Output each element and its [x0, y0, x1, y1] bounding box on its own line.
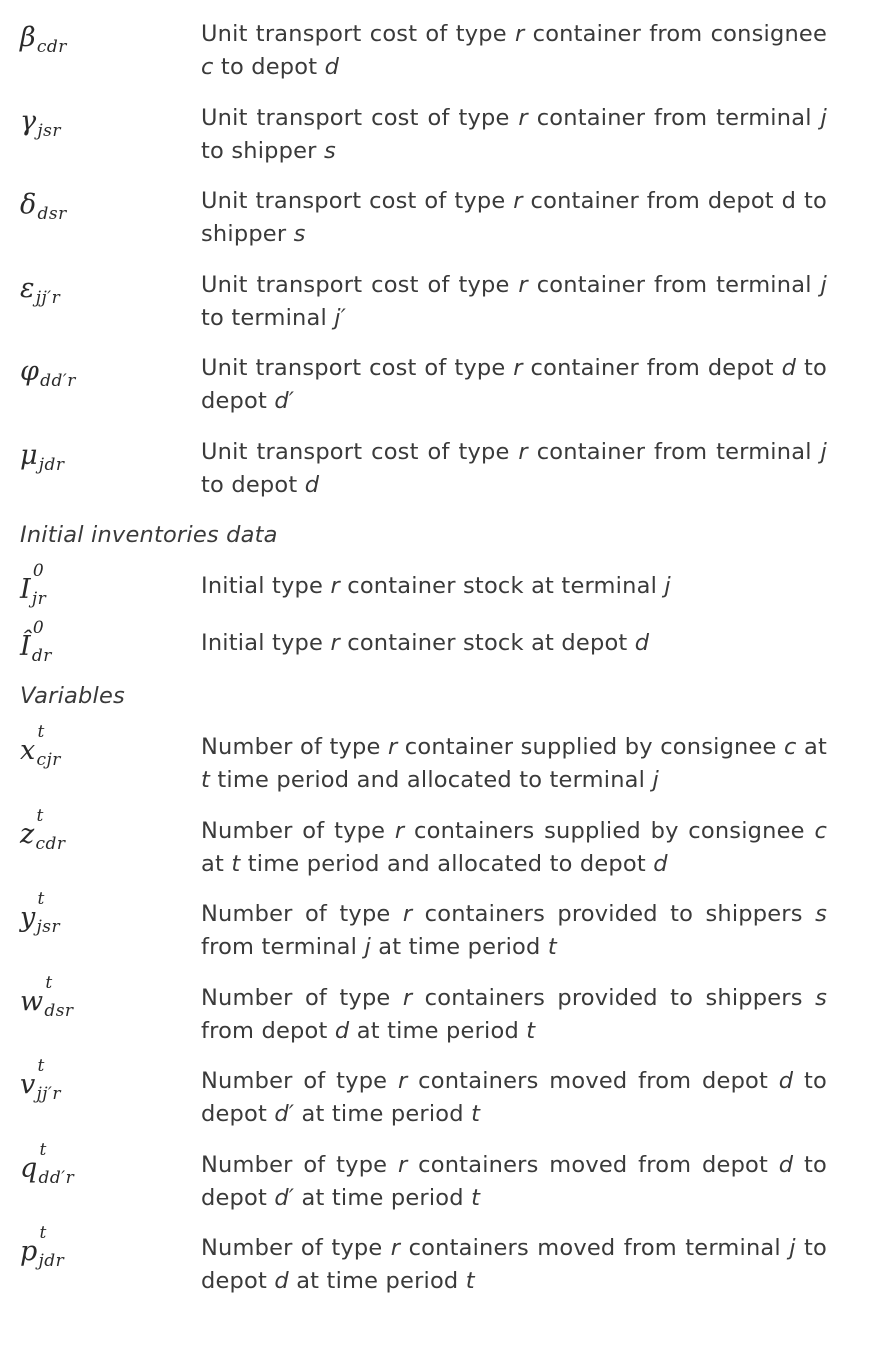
description-math: s	[323, 138, 336, 164]
symbol-base: y	[20, 902, 36, 933]
symbol-base: δ	[20, 189, 37, 220]
description-math: d	[324, 54, 340, 80]
notation-symbol	[20, 722, 61, 770]
notation-symbol	[20, 889, 61, 937]
description-text: container stock at depot	[339, 630, 635, 656]
symbol-subscript: jsr	[36, 917, 61, 937]
symbol-subscript: dr	[31, 646, 52, 666]
description-text: Number of type	[201, 985, 403, 1011]
description-math: j′	[334, 305, 347, 331]
symbol-subscript: jj′r	[36, 1084, 61, 1104]
description-text: Number of type	[201, 734, 388, 760]
description-math: d	[334, 1018, 350, 1044]
description-math: t	[231, 851, 241, 877]
description-text: time period and allocated to terminal	[210, 767, 653, 793]
symbol-subscript: jr	[31, 589, 47, 609]
symbol-base: z	[20, 819, 35, 850]
description-math: r	[397, 1152, 408, 1178]
section-heading: Initial inventories data	[20, 522, 278, 548]
description-text: Number of type	[201, 901, 403, 927]
description-math: j	[820, 105, 827, 131]
symbol-base: p	[20, 1236, 38, 1267]
notation-symbol	[20, 1223, 65, 1271]
notation-description	[201, 815, 827, 881]
description-text: at time period	[294, 1185, 472, 1211]
symbol-superscript: t	[36, 806, 44, 826]
description-math: t	[201, 767, 211, 793]
notation-description	[201, 731, 827, 797]
description-text: Unit transport cost of type	[201, 439, 519, 465]
description-math: j	[789, 1235, 796, 1261]
description-math: t	[471, 1101, 481, 1127]
notation-description	[201, 18, 827, 84]
description-text: to depot	[201, 1068, 828, 1127]
description-math: d	[778, 1068, 794, 1094]
symbol-base: v	[20, 1069, 36, 1100]
symbol-subscript: cjr	[36, 750, 61, 770]
symbol-subscript: cdr	[36, 37, 67, 57]
description-math: d	[778, 1152, 794, 1178]
description-text: Number of type	[201, 1152, 398, 1178]
notation-description	[201, 269, 827, 335]
description-text: Unit transport cost of type	[201, 355, 514, 381]
notation-description	[201, 982, 827, 1048]
description-text: to depot	[201, 355, 827, 414]
description-text: Unit transport cost of type	[201, 21, 515, 47]
symbol-base: μ	[20, 440, 38, 471]
description-math: d	[274, 1268, 289, 1294]
description-text: Initial type	[201, 630, 331, 656]
description-math: r	[390, 1235, 401, 1261]
notation-symbol	[20, 22, 67, 57]
description-text: to depot	[201, 1235, 828, 1294]
notation-symbol	[20, 106, 61, 141]
description-text: to terminal	[201, 305, 335, 331]
description-math: s	[815, 901, 827, 927]
notation-description	[201, 352, 827, 418]
notation-symbol	[20, 1140, 75, 1188]
description-math: t	[471, 1185, 481, 1211]
notation-symbol	[20, 973, 74, 1021]
description-text: to depot	[213, 54, 325, 80]
description-math: d	[304, 472, 320, 498]
symbol-base: I	[20, 574, 31, 605]
notation-symbol	[20, 1056, 61, 1104]
symbol-base: β	[20, 22, 36, 53]
symbol-superscript: t	[39, 1140, 47, 1160]
description-math: r	[402, 901, 413, 927]
description-math: r	[518, 105, 528, 131]
notation-symbol	[20, 618, 52, 666]
description-text: Unit transport cost of type	[201, 105, 519, 131]
description-math: d	[653, 851, 668, 877]
description-text: containers moved from depot	[407, 1068, 779, 1094]
notation-symbol	[20, 356, 76, 391]
section-heading: Variables	[20, 683, 125, 709]
description-text: to shipper	[201, 138, 324, 164]
description-text: from depot	[201, 1018, 335, 1044]
description-math: d′	[274, 388, 295, 414]
description-math: r	[330, 573, 340, 599]
description-text: Initial type	[201, 573, 331, 599]
description-math: r	[394, 818, 405, 844]
description-math: r	[514, 21, 525, 47]
symbol-superscript: t	[39, 1223, 47, 1243]
notation-description	[201, 185, 827, 251]
notation-description	[201, 898, 827, 964]
symbol-subscript: cdr	[35, 834, 66, 854]
description-text: Unit transport cost of type	[201, 272, 519, 298]
symbol-base: w	[20, 986, 44, 1017]
description-text: container from terminal	[527, 439, 821, 465]
description-text: containers supplied by consignee	[404, 818, 815, 844]
symbol-subscript: dd′r	[40, 371, 76, 391]
description-math: r	[397, 1068, 408, 1094]
description-text: at time period	[294, 1101, 472, 1127]
description-math: c	[784, 734, 797, 760]
description-math: d′	[274, 1101, 295, 1127]
description-math: c	[201, 54, 214, 80]
description-text: to depot	[201, 1152, 828, 1211]
symbol-base: ε	[20, 273, 35, 304]
description-text: containers provided to shippers	[412, 985, 816, 1011]
description-math: t	[526, 1018, 536, 1044]
description-text: at time period	[349, 1018, 527, 1044]
notation-description	[201, 627, 827, 660]
symbol-base: Î	[20, 631, 31, 662]
description-math: s	[293, 221, 306, 247]
description-math: t	[465, 1268, 475, 1294]
description-text: to depot	[201, 472, 305, 498]
description-text: containers provided to shippers	[412, 901, 816, 927]
description-math: r	[513, 355, 523, 381]
description-math: t	[547, 934, 557, 960]
symbol-base: q	[20, 1153, 38, 1184]
description-text: container from consignee	[524, 21, 827, 47]
description-text: at	[796, 734, 828, 760]
symbol-subscript: jdr	[38, 455, 65, 475]
description-math: d′	[274, 1185, 295, 1211]
symbol-superscript: t	[37, 889, 45, 909]
description-math: j	[820, 272, 827, 298]
description-text: container from depot	[522, 355, 782, 381]
description-text: Number of type	[201, 1068, 398, 1094]
description-math: j	[820, 439, 827, 465]
symbol-base: φ	[20, 356, 40, 387]
description-math: s	[815, 985, 827, 1011]
symbol-base: x	[20, 735, 36, 766]
symbol-subscript: dd′r	[38, 1168, 75, 1188]
description-text: at	[201, 851, 232, 877]
symbol-subscript: jsr	[37, 121, 61, 141]
symbol-subscript: jj′r	[35, 288, 61, 308]
notation-symbol	[20, 440, 65, 475]
description-text: container stock at terminal	[339, 573, 665, 599]
symbol-superscript: t	[37, 722, 45, 742]
symbol-subscript: dsr	[37, 204, 67, 224]
description-text: at time period	[370, 934, 548, 960]
symbol-subscript: dsr	[44, 1001, 74, 1021]
description-math: r	[513, 188, 523, 214]
description-math: r	[330, 630, 340, 656]
symbol-superscript: 0	[32, 561, 44, 581]
notation-description	[201, 436, 827, 502]
notation-description	[201, 1232, 827, 1298]
description-math: r	[402, 985, 413, 1011]
notation-description	[201, 570, 827, 603]
description-math: d	[634, 630, 650, 656]
notation-symbol	[20, 189, 67, 224]
description-math: c	[814, 818, 828, 844]
description-text: from terminal	[201, 934, 365, 960]
description-text: container from terminal	[527, 105, 821, 131]
notation-symbol	[20, 561, 47, 609]
description-text: Unit transport cost of type	[201, 188, 514, 214]
symbol-base: γ	[20, 106, 37, 137]
description-math: j	[364, 934, 371, 960]
notation-description	[201, 1149, 827, 1215]
symbol-superscript: 0	[32, 618, 44, 638]
notation-description	[201, 1065, 827, 1131]
description-math: r	[387, 734, 398, 760]
description-text: at time period	[288, 1268, 466, 1294]
description-text: time period and allocated to depot	[240, 851, 654, 877]
description-math: r	[518, 439, 528, 465]
notation-symbol	[20, 806, 66, 854]
description-text: container supplied by consignee	[397, 734, 785, 760]
description-text: container from depot d to shipper	[201, 188, 827, 247]
description-text: Number of type	[201, 818, 395, 844]
symbol-superscript: t	[37, 1056, 45, 1076]
notation-symbol	[20, 273, 61, 308]
description-text: containers moved from depot	[407, 1152, 779, 1178]
description-text: container from terminal	[527, 272, 821, 298]
description-math: j	[664, 573, 671, 599]
notation-description	[201, 102, 827, 168]
description-math: d	[781, 355, 797, 381]
description-math: j	[652, 767, 659, 793]
description-math: r	[518, 272, 528, 298]
description-text: Number of type	[201, 1235, 391, 1261]
symbol-superscript: t	[45, 973, 53, 993]
symbol-subscript: jdr	[38, 1251, 65, 1271]
description-text: containers moved from terminal	[400, 1235, 790, 1261]
